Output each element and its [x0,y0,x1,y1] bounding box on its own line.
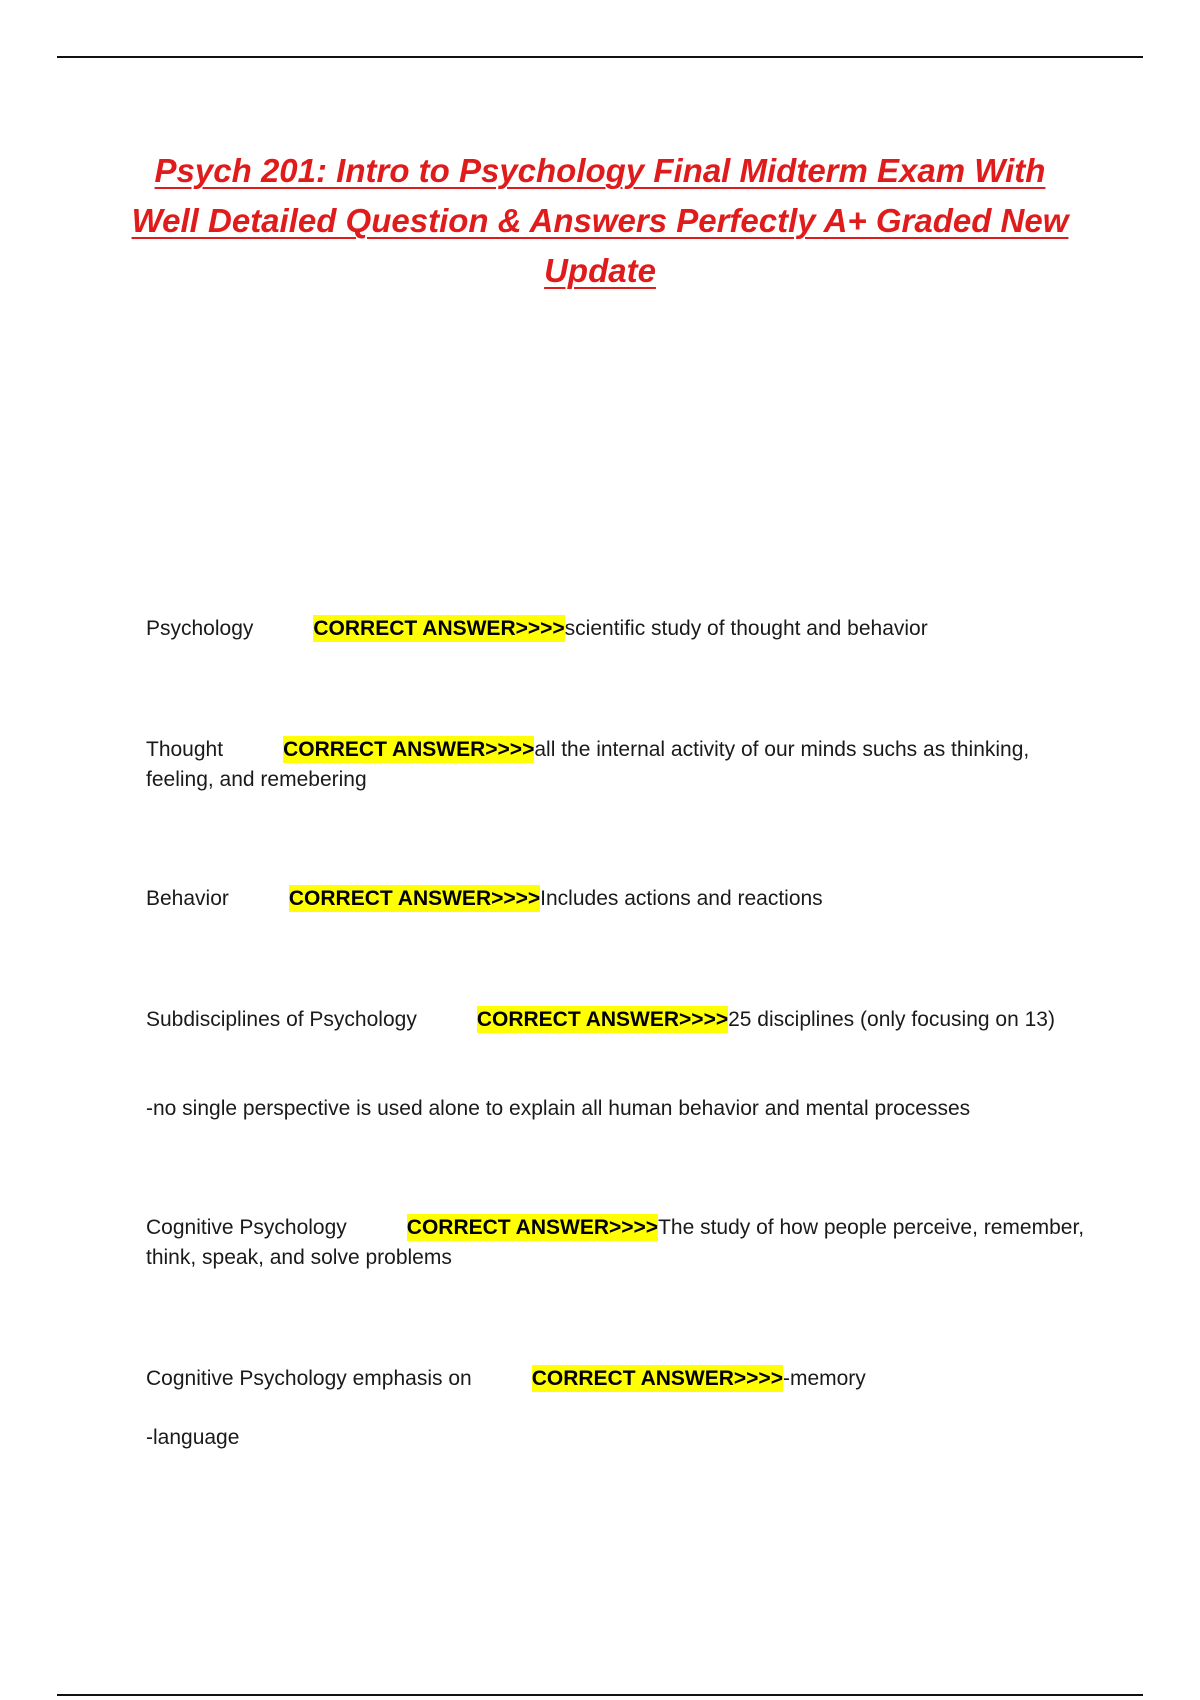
qa-term: Cognitive Psychology [146,1216,347,1239]
qa-item-cognitive-emphasis [146,1364,1086,1394]
correct-answer-marker: CORRECT ANSWER>>>> [531,1367,783,1390]
qa-item-subdisciplines [146,1005,1086,1035]
correct-answer-marker: CORRECT ANSWER>>>> [476,1008,729,1031]
qa-item-behavior [146,884,1086,914]
qa-answer: scientific study of thought and behavior [564,617,928,640]
qa-answer: The study of how people perceive, remember, think, speak, and solve problems [146,1216,1085,1269]
correct-answer-marker: CORRECT ANSWER>>>> [288,887,541,910]
qa-term: Subdisciplines of Psychology [146,1008,417,1031]
qa-extra-line: -language [146,1426,240,1449]
qa-answer: all the internal activity of our minds suchs as thinking, feeling, and remebering [146,738,1030,791]
qa-answer: -memory [782,1367,866,1390]
qa-term: Thought [146,738,224,761]
top-rule [57,56,1143,58]
correct-answer-marker: CORRECT ANSWER>>>> [313,617,565,640]
qa-answer: Includes actions and reactions [540,887,823,910]
qa-item-thought [146,735,1086,795]
qa-extra-line: -no single perspective is used alone to explain all human behavior and mental processes [146,1097,971,1120]
qa-answer: 25 disciplines (only focusing on 13) [728,1008,1055,1031]
qa-term: Cognitive Psychology emphasis on [146,1367,472,1390]
qa-item-cognitive-psychology [146,1213,1086,1273]
correct-answer-marker: CORRECT ANSWER>>>> [283,738,535,761]
qa-term: Psychology [146,617,254,640]
qa-term: Behavior [146,887,229,910]
document-title: Psych 201: Intro to Psychology Final Midterm Exam With Well Detailed Question & Answers Perfectly A+ Graded New Update [131,152,1069,289]
qa-item-psychology [146,614,1086,644]
bottom-rule [57,1694,1143,1696]
correct-answer-marker: CORRECT ANSWER>>>> [406,1216,659,1239]
